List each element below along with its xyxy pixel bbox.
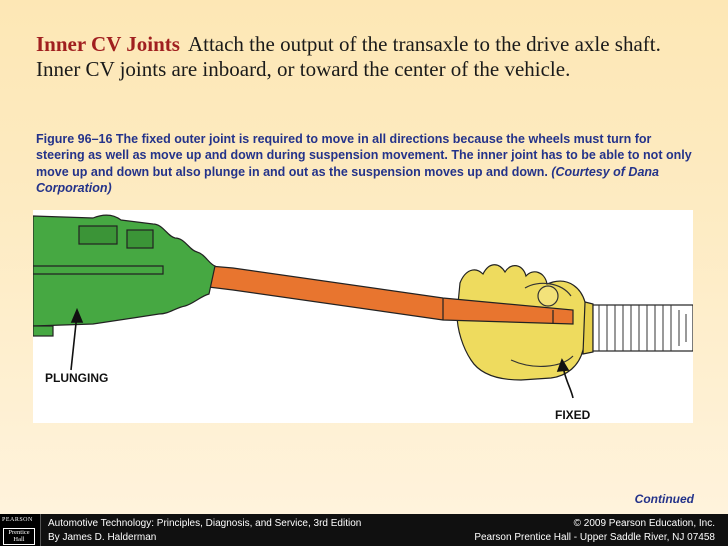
- outer-fixed-joint: [457, 265, 693, 380]
- caption-text: Figure 96–16 The fixed outer joint is required to move in all directions because the wheels must turn for steering as well as move up and down during suspension movement. The inner joint has to be able to not only move up and down but also plunge in and out as the suspension moves up and down.: [36, 132, 692, 179]
- logo-prentice-hall: [3, 528, 35, 545]
- slide-title: Inner CV Joints: [36, 32, 180, 56]
- footer-book-title: Automotive Technology: Principles, Diagnosis, and Service, 3rd Edition: [48, 518, 362, 529]
- pearson-logo: [0, 514, 41, 546]
- continued-label: Continued: [634, 492, 694, 506]
- logo-line2: Hall: [13, 536, 25, 543]
- plunging-label: PLUNGING: [45, 371, 109, 385]
- logo-line1: Prentice: [8, 529, 30, 536]
- cv-joint-figure: [33, 210, 693, 423]
- caption-credit: (Courtesy of Dana Corporation): [36, 164, 659, 196]
- inner-plunging-joint: [33, 215, 215, 336]
- footer-bar: [0, 514, 728, 546]
- footer-copyright: © 2009 Pearson Education, Inc.: [573, 518, 715, 529]
- slide-heading: [36, 32, 686, 82]
- fixed-label: FIXED: [555, 408, 591, 422]
- plunging-arrow: [71, 310, 82, 370]
- logo-pearson-text: PEARSON: [2, 517, 33, 523]
- figure-caption: [36, 131, 696, 197]
- footer-author: By James D. Halderman: [48, 532, 157, 543]
- slide-body-text: Attach the output of the transaxle to the drive axle shaft. Inner CV joints are inboard, or toward the center of the vehicle.: [36, 32, 661, 81]
- footer-publisher: Pearson Prentice Hall - Upper Saddle River, NJ 07458: [474, 532, 715, 543]
- cv-axle-illustration: [33, 210, 693, 423]
